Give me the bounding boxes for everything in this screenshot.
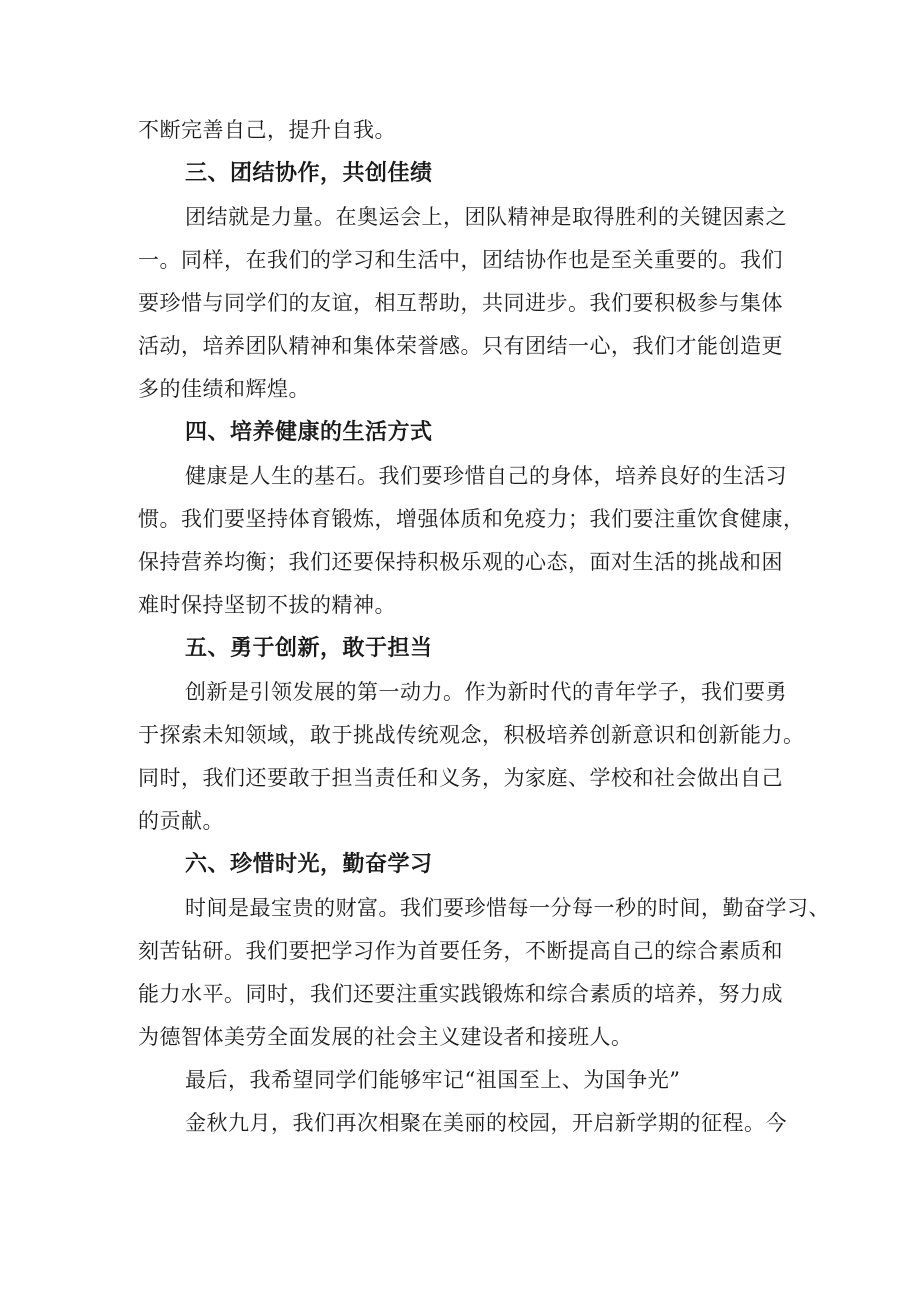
paragraph-line: 一。同样，在我们的学习和生活中，团结协作也是至关重要的。我们 — [138, 248, 783, 272]
section-heading-4: 四、培养健康的生活方式 — [185, 420, 433, 445]
paragraph-line: 团结就是力量。在奥运会上，团队精神是取得胜利的关键因素之 — [185, 205, 787, 229]
paragraph-line: 能力水平。同时，我们还要注重实践锻炼和综合素质的培养，努力成 — [138, 982, 783, 1006]
section-heading-6: 六、珍惜时光，勤奋学习 — [185, 852, 433, 877]
paragraph-line: 的贡献。 — [138, 809, 224, 833]
paragraph-line: 刻苦钻研。我们要把学习作为首要任务，不断提高自己的综合素质和 — [138, 939, 783, 963]
paragraph-line: 要珍惜与同学们的友谊，相互帮助，共同进步。我们要积极参与集体 — [138, 291, 783, 315]
section-heading-5: 五、勇于创新，敢于担当 — [185, 636, 433, 661]
paragraph-line: 为德智体美劳全面发展的社会主义建设者和接班人。 — [138, 1025, 633, 1049]
paragraph-line: 保持营养均衡；我们还要保持积极乐观的心态，面对生活的挑战和困 — [138, 550, 783, 574]
paragraph-line: 难时保持坚韧不拔的精神。 — [138, 593, 396, 617]
paragraph-line: 不断完善自己，提升自我。 — [138, 118, 396, 142]
section-heading-3: 三、团结协作，共创佳绩 — [185, 161, 433, 186]
paragraph-line: 活动，培养团队精神和集体荣誉感。只有团结一心，我们才能创造更 — [138, 334, 783, 358]
paragraph-line: 健康是人生的基石。我们要珍惜自己的身体，培养良好的生活习 — [185, 464, 787, 488]
paragraph-line: 于探索未知领域，敢于挑战传统观念，积极培养创新意识和创新能力。 — [138, 723, 805, 747]
paragraph-line: 时间是最宝贵的财富。我们要珍惜每一分每一秒的时间，勤奋学习、 — [185, 896, 830, 920]
paragraph-line: 创新是引领发展的第一动力。作为新时代的青年学子，我们要勇 — [185, 680, 787, 704]
closing-line: 最后，我希望同学们能够牢记“祖国至上、为国争光” — [185, 1068, 681, 1092]
paragraph-line: 同时，我们还要敢于担当责任和义务，为家庭、学校和社会做出自己 — [138, 766, 783, 790]
next-paragraph-line: 金秋九月，我们再次相聚在美丽的校园，开启新学期的征程。今 — [185, 1111, 787, 1135]
document-body — [138, 109, 830, 1145]
paragraph-line: 惯。我们要坚持体育锻炼，增强体质和免疫力；我们要注重饮食健康， — [138, 507, 805, 531]
paragraph-line: 多的佳绩和辉煌。 — [138, 377, 310, 401]
